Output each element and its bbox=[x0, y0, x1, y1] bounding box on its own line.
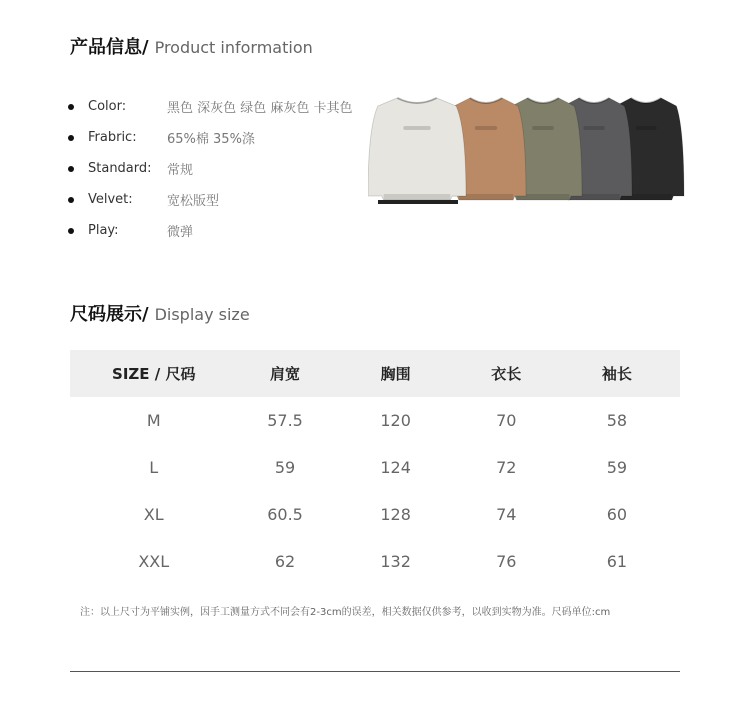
info-value: 微弹 bbox=[167, 225, 194, 240]
info-item-velvet bbox=[68, 184, 388, 215]
table-row bbox=[70, 444, 680, 491]
table-cell: 74 bbox=[496, 505, 517, 524]
table-cell: 76 bbox=[496, 552, 517, 571]
column-header: 胸围 bbox=[333, 350, 459, 397]
product-info-title-cn: 产品信息/ bbox=[70, 37, 149, 58]
table-row bbox=[70, 538, 680, 585]
table-cell: 132 bbox=[380, 552, 411, 571]
table-cell: 62 bbox=[274, 552, 296, 571]
table-cell: 59 bbox=[274, 458, 296, 477]
sweatshirt bbox=[368, 98, 466, 200]
info-label: Play: bbox=[88, 223, 119, 238]
table-cell: 124 bbox=[380, 458, 411, 477]
size-table bbox=[70, 350, 680, 585]
column-header: 袖长 bbox=[554, 350, 680, 397]
measurement-note: 注：以上尺寸为平铺实例，因手工测量方式不同会有2-3cm的误差，相关数据仅供参考，以收到实物为准。尺码单位:cm bbox=[80, 607, 611, 618]
bullet-icon bbox=[68, 104, 74, 110]
table-cell: 70 bbox=[496, 411, 517, 430]
bullet-icon bbox=[68, 197, 74, 203]
table-cell: 128 bbox=[380, 505, 411, 524]
table-cell: 61 bbox=[606, 552, 628, 571]
table-row bbox=[70, 397, 680, 444]
product-info-title-en: Product information bbox=[154, 38, 313, 57]
info-label: Color: bbox=[88, 99, 127, 114]
table-cell: 72 bbox=[496, 458, 517, 477]
divider bbox=[70, 671, 680, 672]
size-chart-title-en: Display size bbox=[154, 305, 250, 324]
table-cell: 120 bbox=[380, 411, 411, 430]
table-cell: XXL bbox=[138, 552, 170, 571]
size-table-header bbox=[70, 350, 680, 397]
bullet-icon bbox=[68, 166, 74, 172]
info-item-fabric bbox=[68, 122, 388, 153]
bullet-icon bbox=[68, 135, 74, 141]
product-info-list bbox=[68, 91, 388, 246]
table-cell: 57.5 bbox=[267, 411, 303, 430]
table-row bbox=[70, 491, 680, 538]
info-label: Standard: bbox=[88, 161, 152, 176]
table-cell: L bbox=[149, 458, 159, 477]
info-value: 65%棉 35%涤 bbox=[167, 132, 255, 147]
column-header: 衣长 bbox=[459, 350, 554, 397]
product-photo bbox=[368, 92, 686, 212]
info-value: 黑色 深灰色 绿色 麻灰色 卡其色 bbox=[167, 101, 353, 116]
table-cell: M bbox=[146, 411, 161, 430]
info-label: Velvet: bbox=[88, 192, 133, 207]
table-cell: 59 bbox=[606, 458, 628, 477]
info-value: 常规 bbox=[167, 163, 194, 178]
table-cell: 58 bbox=[606, 411, 628, 430]
bullet-icon bbox=[68, 228, 74, 234]
shirt-hem-shadow bbox=[378, 200, 458, 204]
info-item-play bbox=[68, 215, 388, 246]
size-chart-heading bbox=[70, 300, 250, 326]
info-item-color bbox=[68, 91, 388, 122]
column-header: 肩宽 bbox=[237, 350, 332, 397]
table-cell: 60.5 bbox=[267, 505, 303, 524]
table-cell: XL bbox=[143, 505, 164, 524]
info-value: 宽松版型 bbox=[167, 194, 220, 209]
info-label: Frabric: bbox=[88, 130, 137, 145]
table-cell: 60 bbox=[606, 505, 628, 524]
product-info-heading bbox=[70, 33, 313, 59]
size-chart-title-cn: 尺码展示/ bbox=[70, 304, 149, 325]
info-item-standard bbox=[68, 153, 388, 184]
column-header: SIZE / 尺码 bbox=[70, 350, 237, 397]
